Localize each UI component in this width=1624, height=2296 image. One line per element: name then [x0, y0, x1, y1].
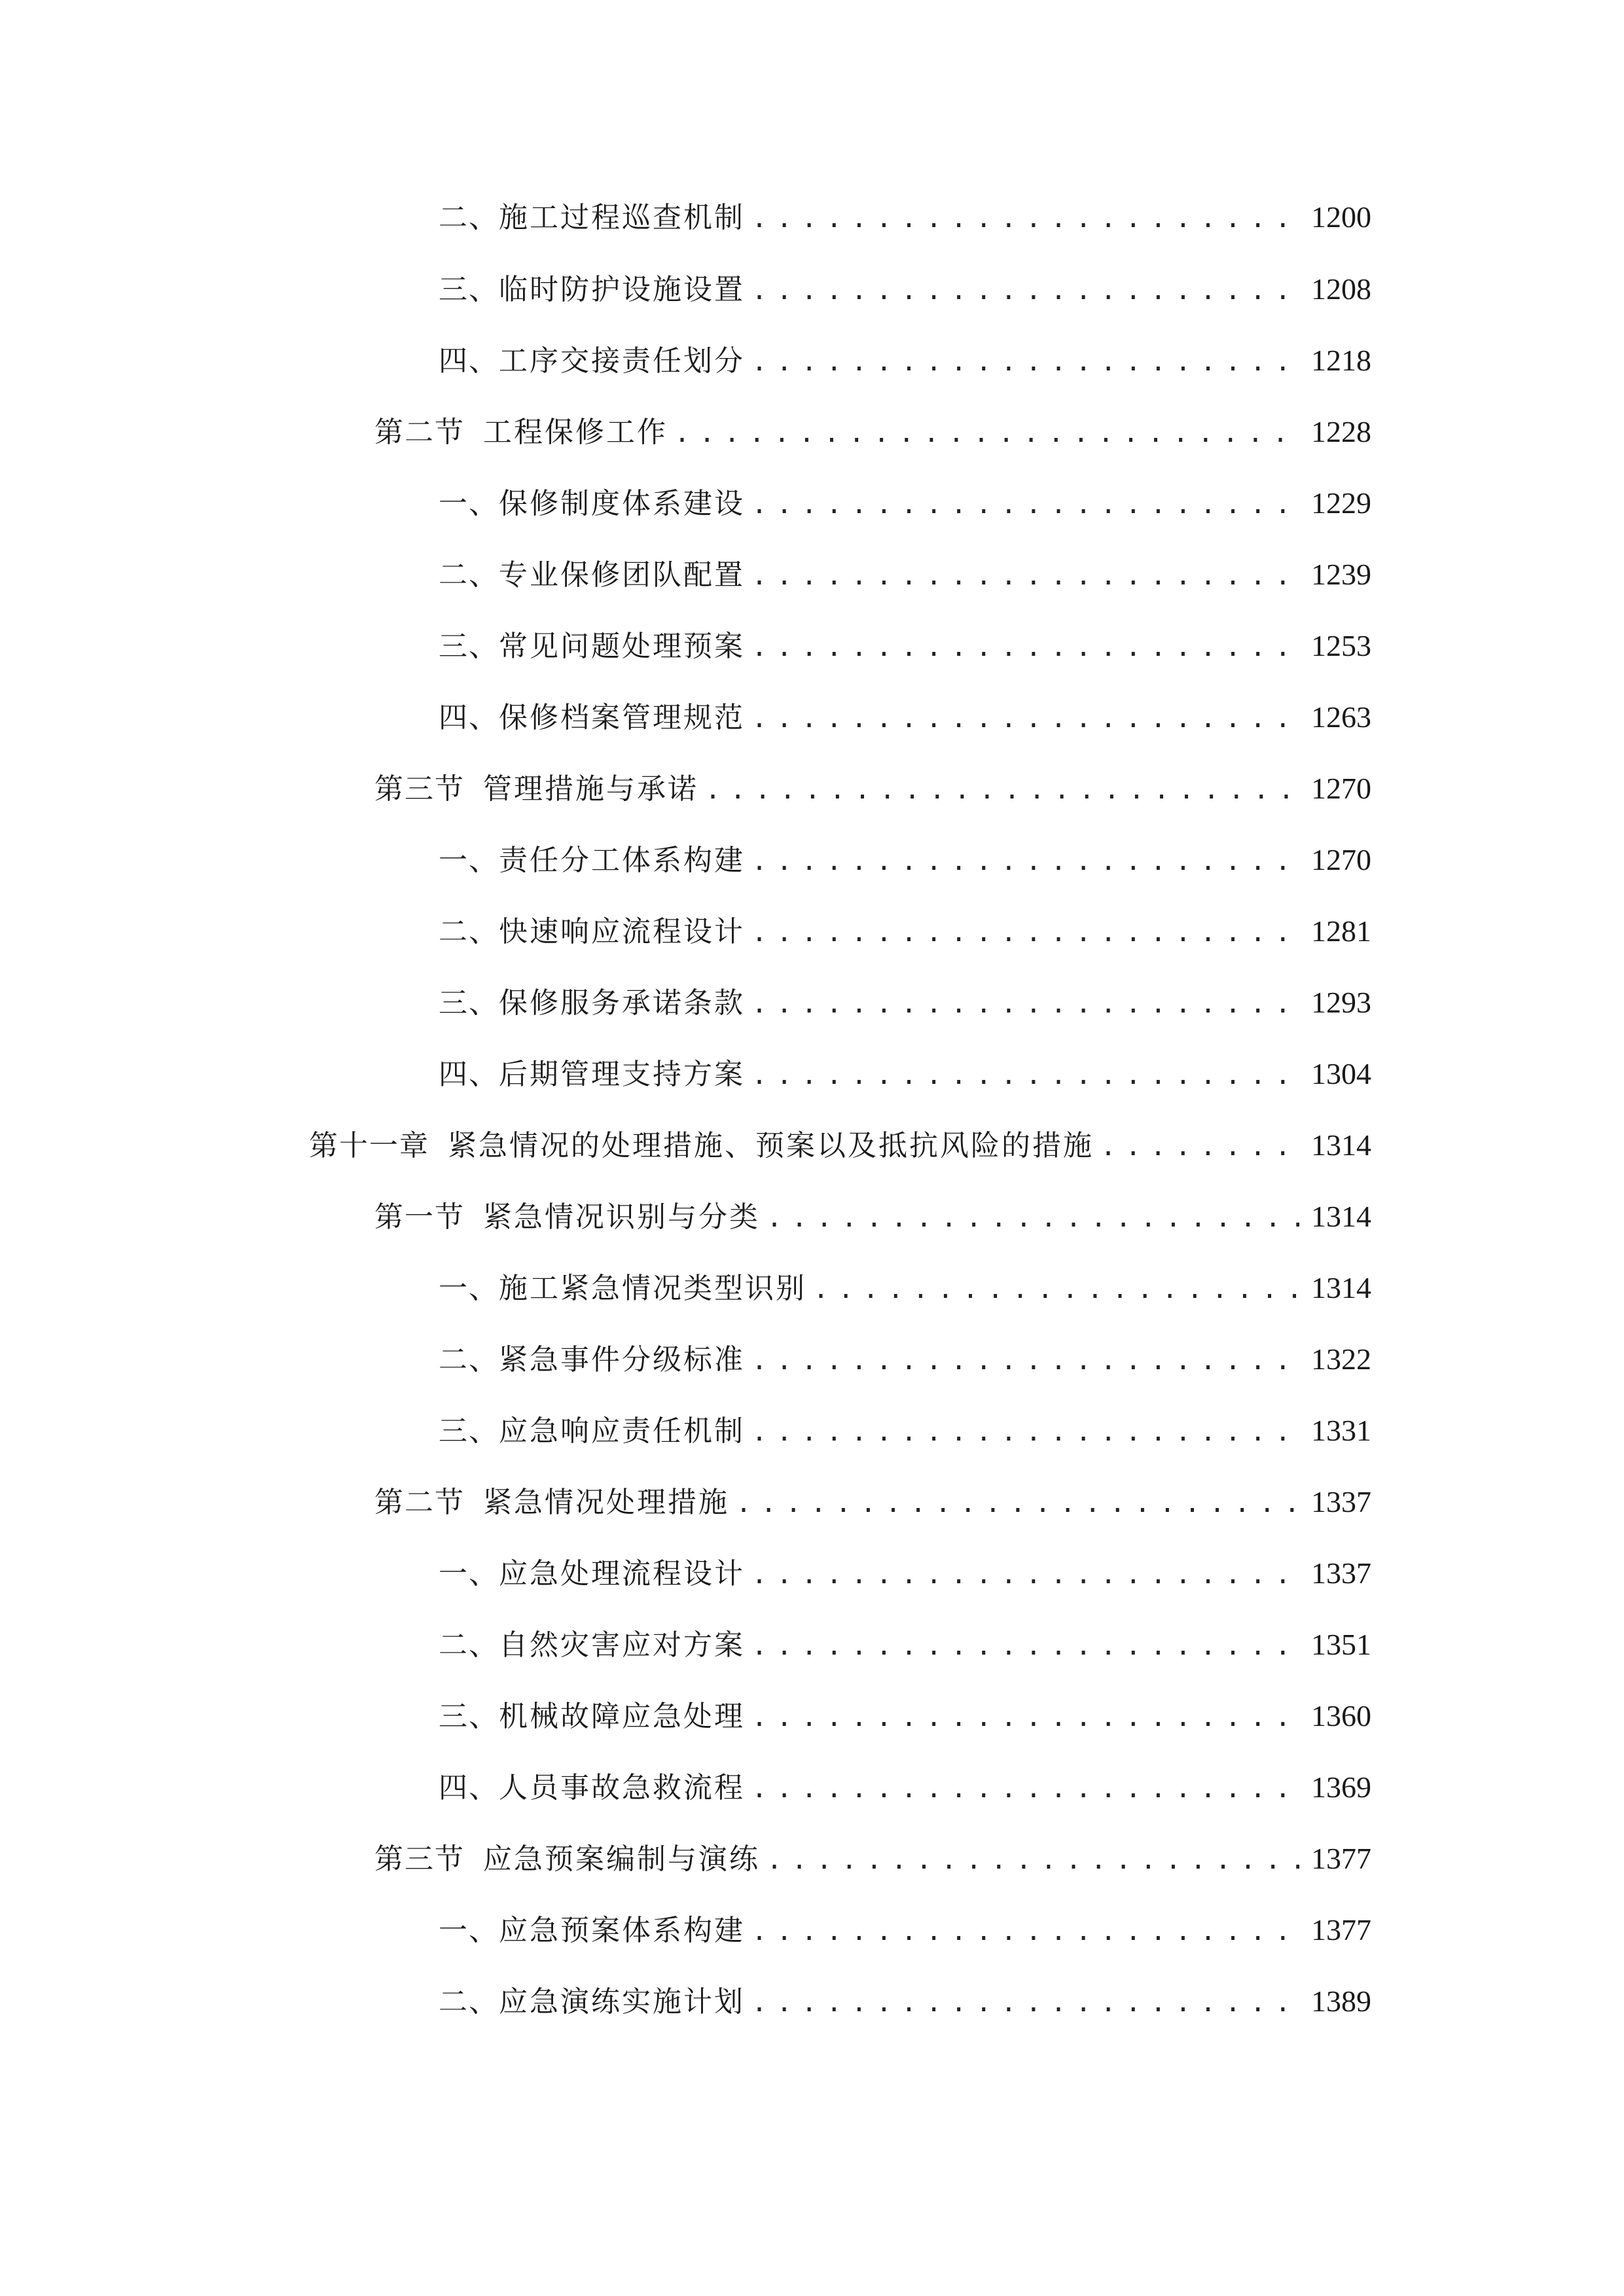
toc-entry[interactable]: [439, 1050, 1371, 1098]
toc-entry[interactable]: [439, 1265, 1371, 1312]
toc-leader-dots: [751, 1908, 1299, 1955]
toc-entry-title: 后期管理支持方案: [499, 1058, 745, 1091]
toc-entry-number: 一、: [439, 487, 499, 520]
toc-entry-title: 自然灾害应对方案: [499, 1628, 745, 1662]
toc-entry[interactable]: [374, 1835, 1371, 1882]
toc-entry-number: 二、: [439, 558, 499, 592]
toc-entry[interactable]: [439, 480, 1371, 527]
toc-entry-page: 1322: [1311, 1342, 1371, 1376]
toc-leader-dots: [705, 766, 1299, 814]
toc-entry-page: 1314: [1311, 1271, 1371, 1304]
toc-entry-title: 应急预案编制与演练: [483, 1842, 760, 1876]
toc-leader-dots: [751, 195, 1299, 242]
toc-entry[interactable]: [374, 1193, 1371, 1240]
toc-entry[interactable]: [439, 337, 1371, 384]
toc-leader-dots: [751, 980, 1299, 1028]
toc-entry-page: 1377: [1311, 1913, 1371, 1946]
toc-entry-page: 1314: [1311, 1200, 1371, 1233]
toc-entry-page: 1293: [1311, 986, 1371, 1019]
toc-entry-title: 应急响应责任机制: [499, 1414, 745, 1448]
toc-entry-page: 1281: [1311, 914, 1371, 948]
toc-entry-title: 紧急情况识别与分类: [483, 1200, 760, 1234]
toc-entry-number: 四、: [439, 1771, 499, 1804]
toc-entry-page: 1253: [1311, 629, 1371, 662]
toc-entry[interactable]: [439, 1621, 1371, 1668]
toc-entry-title: 专业保修团队配置: [499, 558, 745, 592]
toc-leader-dots: [751, 1765, 1299, 1812]
toc-leader-dots: [751, 481, 1299, 528]
toc-leader-dots: [751, 1551, 1299, 1598]
toc-leader-dots: [751, 1623, 1299, 1670]
toc-entry[interactable]: [439, 622, 1371, 670]
toc-entry-number: 一、: [439, 1557, 499, 1590]
toc-entry-number: 第三节: [374, 772, 465, 806]
toc-entry-number: 三、: [439, 1700, 499, 1733]
toc-entry-page: 1270: [1311, 772, 1371, 805]
toc-entry-page: 1229: [1311, 486, 1371, 520]
toc-entry-number: 二、: [439, 201, 499, 234]
toc-entry-number: 一、: [439, 1914, 499, 1947]
toc-entry-number: 四、: [439, 344, 499, 378]
toc-entry-page: 1239: [1311, 558, 1371, 591]
toc-leader-dots: [736, 1480, 1299, 1527]
toc-entry-title: 应急处理流程设计: [499, 1557, 745, 1590]
toc-entry-title: 人员事故急救流程: [499, 1771, 745, 1804]
toc-entry-number: 四、: [439, 701, 499, 734]
toc-entry[interactable]: [439, 1764, 1371, 1811]
toc-leader-dots: [751, 1052, 1299, 1099]
toc-entry-title: 工程保修工作: [483, 416, 668, 449]
toc-entry-page: 1337: [1311, 1556, 1371, 1590]
toc-entry-page: 1270: [1311, 843, 1371, 876]
toc-entry-page: 1200: [1311, 200, 1371, 234]
toc-entry-page: 1208: [1311, 272, 1371, 306]
toc-entry[interactable]: [374, 765, 1371, 812]
toc-entry-title: 保修制度体系建设: [499, 487, 745, 520]
toc-entry[interactable]: [374, 1479, 1371, 1526]
toc-leader-dots: [813, 1266, 1299, 1313]
toc-leader-dots: [751, 1337, 1299, 1384]
toc-entry[interactable]: [439, 194, 1371, 241]
toc-entry-number: 第十一章: [309, 1129, 429, 1162]
toc-entry[interactable]: [439, 1550, 1371, 1597]
toc-leader-dots: [767, 1194, 1299, 1242]
toc-leader-dots: [751, 695, 1299, 742]
toc-entry-title: 快速响应流程设计: [499, 915, 745, 948]
toc-entry-number: 第三节: [374, 1842, 465, 1876]
toc-entry-number: 二、: [439, 1985, 499, 2018]
toc-entry-title: 应急演练实施计划: [499, 1985, 745, 2018]
toc-leader-dots: [751, 1408, 1299, 1456]
toc-entry-title: 机械故障应急处理: [499, 1700, 745, 1733]
toc-leader-dots: [751, 909, 1299, 956]
toc-entry-title: 紧急情况的处理措施、预案以及抵抗风险的措施: [448, 1129, 1094, 1162]
toc-entry[interactable]: [439, 266, 1371, 313]
toc-entry-title: 紧急事件分级标准: [499, 1343, 745, 1376]
toc-entry-page: 1304: [1311, 1057, 1371, 1090]
toc-entry-page: 1360: [1311, 1699, 1371, 1732]
toc-entry-page: 1218: [1311, 344, 1371, 377]
toc-entry[interactable]: [439, 908, 1371, 955]
toc-entry-number: 三、: [439, 273, 499, 306]
toc-entry-number: 二、: [439, 1343, 499, 1376]
toc-entry-page: 1369: [1311, 1770, 1371, 1804]
toc-entry-page: 1331: [1311, 1414, 1371, 1447]
toc-entry-page: 1351: [1311, 1628, 1371, 1661]
toc-entry-title: 保修服务承诺条款: [499, 986, 745, 1020]
toc-entry-title: 紧急情况处理措施: [483, 1486, 729, 1519]
toc-leader-dots: [751, 624, 1299, 671]
toc-entry[interactable]: [439, 551, 1371, 598]
toc-entry-page: 1263: [1311, 700, 1371, 734]
toc-entry-title: 工序交接责任划分: [499, 344, 745, 378]
toc-entry-number: 第二节: [374, 416, 465, 449]
toc-entry-number: 第一节: [374, 1200, 465, 1234]
toc-entry[interactable]: [309, 1122, 1371, 1169]
toc-entry-title: 管理措施与承诺: [483, 772, 698, 806]
toc-entry[interactable]: [374, 408, 1371, 456]
toc-entry-number: 第二节: [374, 1486, 465, 1519]
toc-entry-title: 临时防护设施设置: [499, 273, 745, 306]
toc-entry[interactable]: [439, 1407, 1371, 1454]
toc-leader-dots: [751, 1694, 1299, 1741]
toc-leader-dots: [751, 838, 1299, 885]
toc-entry[interactable]: [439, 1907, 1371, 1954]
toc-entry-title: 施工紧急情况类型识别: [499, 1272, 806, 1305]
toc-leader-dots: [767, 1837, 1299, 1884]
toc-entry[interactable]: [439, 1978, 1371, 2025]
toc-entry-number: 三、: [439, 1414, 499, 1448]
toc-entry-title: 常见问题处理预案: [499, 630, 745, 663]
toc-entry-title: 责任分工体系构建: [499, 844, 745, 877]
toc-entry-page: 1377: [1311, 1842, 1371, 1875]
toc-entry-page: 1314: [1311, 1128, 1371, 1162]
toc-entry-title: 应急预案体系构建: [499, 1914, 745, 1947]
toc-entry-number: 四、: [439, 1058, 499, 1091]
toc-entry-number: 三、: [439, 986, 499, 1020]
toc-leader-dots: [751, 1979, 1299, 2026]
toc-entry[interactable]: [439, 1336, 1371, 1383]
toc-leader-dots: [751, 552, 1299, 600]
toc-entry-number: 三、: [439, 630, 499, 663]
toc-entry-title: 施工过程巡查机制: [499, 201, 745, 234]
toc-leader-dots: [751, 338, 1299, 386]
toc-entry-page: 1389: [1311, 1984, 1371, 2018]
toc-entry-number: 二、: [439, 915, 499, 948]
toc-entry[interactable]: [439, 1693, 1371, 1740]
toc-entry-page: 1228: [1311, 415, 1371, 448]
toc-entry-page: 1337: [1311, 1485, 1371, 1518]
toc-entry-title: 保修档案管理规范: [499, 701, 745, 734]
toc-leader-dots: [674, 410, 1299, 457]
toc-entry[interactable]: [439, 694, 1371, 741]
toc-entry-number: 一、: [439, 1272, 499, 1305]
toc-leader-dots: [1100, 1123, 1299, 1170]
toc-entry[interactable]: [439, 836, 1371, 884]
toc-leader-dots: [751, 267, 1299, 314]
toc-entry-number: 二、: [439, 1628, 499, 1662]
toc-entry[interactable]: [439, 979, 1371, 1026]
toc-entry-number: 一、: [439, 844, 499, 877]
